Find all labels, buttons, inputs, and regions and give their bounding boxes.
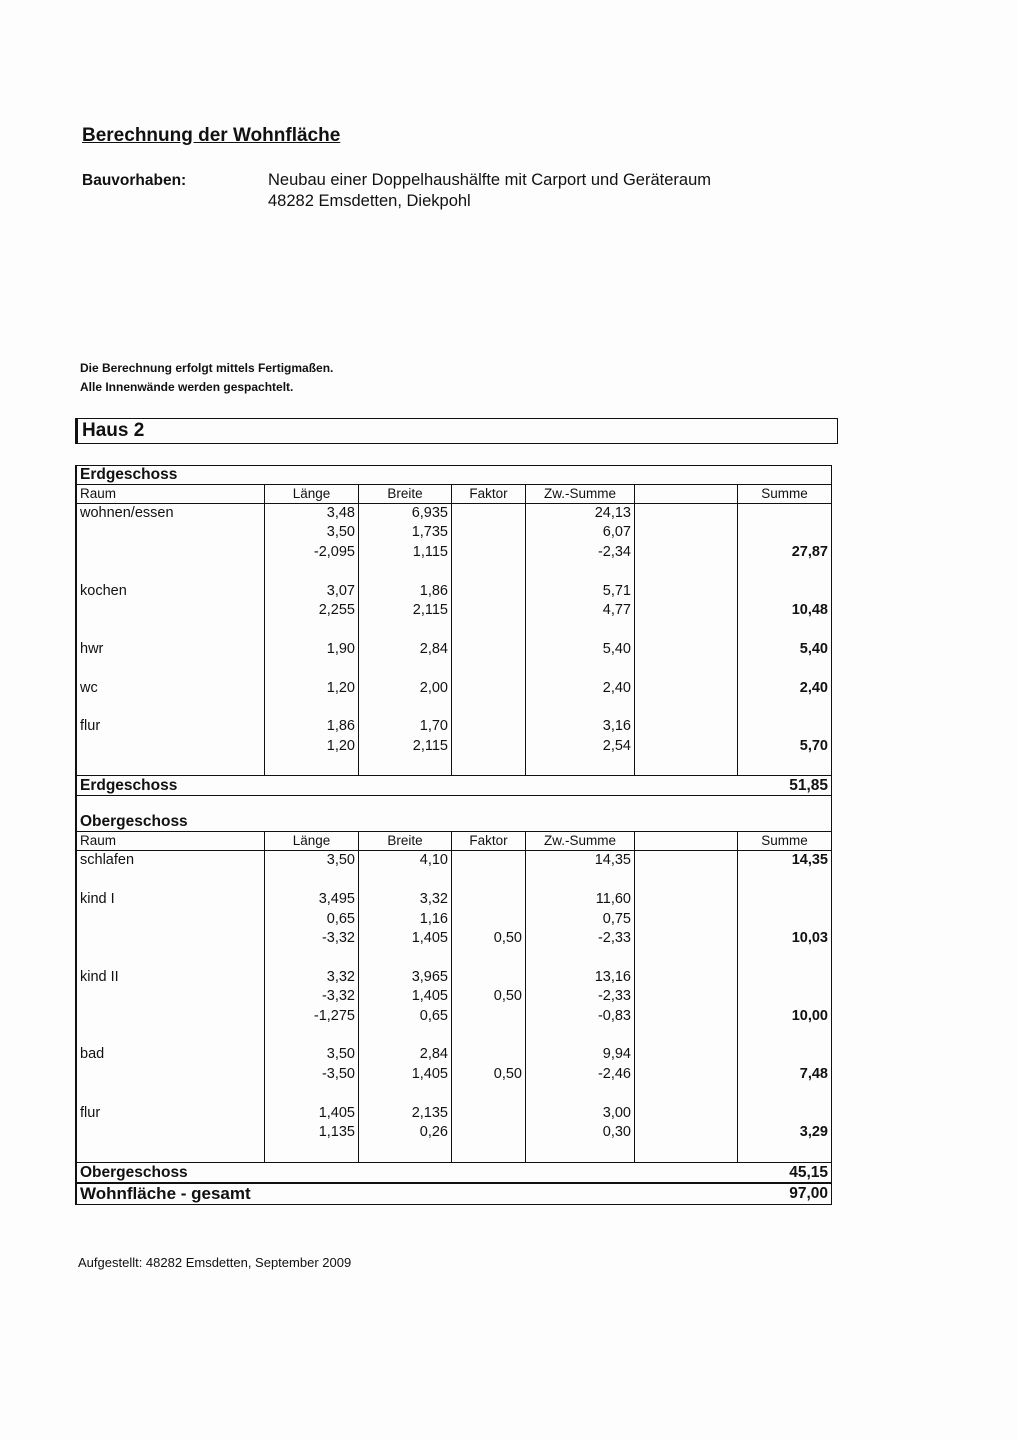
cell-zw-summe bbox=[525, 698, 634, 717]
cell-raum bbox=[77, 756, 264, 775]
cell-zw-summe: 24,13 bbox=[525, 504, 634, 523]
column-header-faktor: Faktor bbox=[451, 832, 525, 850]
cell-faktor bbox=[451, 890, 525, 909]
cell-laenge bbox=[264, 948, 358, 967]
cell-raum: schlafen bbox=[80, 852, 135, 869]
cell-laenge bbox=[264, 871, 358, 890]
cell-laenge: -3,50 bbox=[264, 1065, 358, 1084]
cell-laenge: 3,32 bbox=[264, 968, 358, 987]
cell-raum bbox=[77, 1007, 264, 1026]
section-title: Obergeschoss bbox=[77, 813, 831, 832]
cell-summe bbox=[737, 1045, 831, 1064]
cell-laenge: 2,255 bbox=[264, 601, 358, 620]
cell-spacer bbox=[634, 717, 737, 736]
bauvorhaben-description: Neubau einer Doppelhaushälfte mit Carport und Geräteraum bbox=[268, 171, 712, 189]
grand-total-row bbox=[77, 1184, 831, 1204]
cell-breite: 2,00 bbox=[358, 679, 451, 698]
cell-summe bbox=[737, 698, 831, 717]
cell-faktor bbox=[451, 582, 525, 601]
cell-faktor bbox=[451, 620, 525, 639]
column-header-row bbox=[77, 485, 831, 504]
cell-spacer bbox=[634, 1123, 737, 1142]
cell-breite: 1,405 bbox=[358, 929, 451, 948]
cell-spacer bbox=[634, 987, 737, 1006]
cell-laenge: 1,90 bbox=[264, 640, 358, 659]
cell-faktor bbox=[451, 1084, 525, 1103]
cell-summe: 5,70 bbox=[737, 737, 831, 756]
cell-faktor bbox=[451, 679, 525, 698]
cell-faktor bbox=[451, 871, 525, 890]
cell-zw-summe: 5,40 bbox=[525, 640, 634, 659]
cell-laenge: -2,095 bbox=[264, 543, 358, 562]
cell-breite bbox=[358, 698, 451, 717]
cell-faktor bbox=[451, 1045, 525, 1064]
cell-faktor bbox=[451, 543, 525, 562]
cell-raum bbox=[77, 871, 264, 890]
cell-breite: 3,965 bbox=[358, 968, 451, 987]
cell-summe bbox=[737, 1142, 831, 1161]
cell-spacer bbox=[634, 601, 737, 620]
subtotal-value: 51,85 bbox=[789, 777, 828, 795]
cell-raum: wc bbox=[80, 679, 98, 696]
table-row bbox=[77, 582, 831, 601]
cell-raum: kochen bbox=[80, 582, 127, 599]
cell-faktor bbox=[451, 717, 525, 736]
cell-summe: 5,40 bbox=[737, 640, 831, 659]
cell-raum bbox=[77, 1123, 264, 1142]
cell-zw-summe bbox=[525, 620, 634, 639]
cell-raum bbox=[77, 601, 264, 620]
section-subtotal-row bbox=[77, 775, 831, 796]
section-subtotal-row bbox=[77, 1162, 831, 1184]
cell-spacer bbox=[634, 1142, 737, 1161]
cell-breite: 2,115 bbox=[358, 601, 451, 620]
cell-spacer bbox=[634, 1084, 737, 1103]
table-row bbox=[77, 756, 831, 775]
cell-zw-summe: -2,33 bbox=[525, 929, 634, 948]
cell-zw-summe: 14,35 bbox=[525, 851, 634, 870]
table-row bbox=[77, 1084, 831, 1103]
table-row bbox=[77, 523, 831, 542]
cell-spacer bbox=[634, 582, 737, 601]
cell-faktor bbox=[451, 756, 525, 775]
cell-laenge: -3,32 bbox=[264, 987, 358, 1006]
cell-summe bbox=[737, 717, 831, 736]
table-row bbox=[77, 504, 831, 523]
cell-faktor bbox=[451, 968, 525, 987]
cell-summe bbox=[737, 910, 831, 929]
cell-faktor: 0,50 bbox=[451, 929, 525, 948]
cell-raum bbox=[77, 948, 264, 967]
cell-spacer bbox=[634, 929, 737, 948]
column-header-zw-summe: Zw.-Summe bbox=[525, 832, 634, 850]
cell-spacer bbox=[634, 543, 737, 562]
table-row bbox=[77, 1104, 831, 1123]
cell-zw-summe: 5,71 bbox=[525, 582, 634, 601]
cell-zw-summe: 3,00 bbox=[525, 1104, 634, 1123]
cell-raum: hwr bbox=[80, 640, 104, 657]
cell-breite: 2,135 bbox=[358, 1104, 451, 1123]
table-row bbox=[77, 1026, 831, 1045]
cell-raum bbox=[77, 562, 264, 581]
cell-summe bbox=[737, 1104, 831, 1123]
note-fertigmasse: Die Berechnung erfolgt mittels Fertigmaßen. bbox=[80, 361, 334, 375]
subtotal-label: Obergeschoss bbox=[80, 1163, 188, 1181]
cell-raum: kind I bbox=[80, 891, 115, 908]
table-row bbox=[77, 851, 831, 870]
cell-breite: 1,86 bbox=[358, 582, 451, 601]
cell-raum bbox=[77, 737, 264, 756]
cell-raum bbox=[77, 987, 264, 1006]
cell-laenge: 1,86 bbox=[264, 717, 358, 736]
cell-laenge: 0,65 bbox=[264, 910, 358, 929]
cell-spacer bbox=[634, 1007, 737, 1026]
cell-zw-summe bbox=[525, 562, 634, 581]
cell-laenge bbox=[264, 562, 358, 581]
cell-laenge: 1,20 bbox=[264, 679, 358, 698]
cell-summe bbox=[737, 890, 831, 909]
cell-laenge: 3,50 bbox=[264, 851, 358, 870]
cell-zw-summe: 4,77 bbox=[525, 601, 634, 620]
cell-spacer bbox=[634, 1045, 737, 1064]
document-title: Berechnung der Wohnfläche bbox=[82, 125, 341, 146]
cell-breite bbox=[358, 1084, 451, 1103]
cell-breite: 6,935 bbox=[358, 504, 451, 523]
cell-spacer bbox=[634, 890, 737, 909]
column-header-spacer bbox=[634, 832, 737, 850]
cell-breite: 1,405 bbox=[358, 1065, 451, 1084]
section-body bbox=[77, 851, 831, 1161]
subtotal-label: Erdgeschoss bbox=[80, 777, 178, 795]
cell-spacer bbox=[634, 910, 737, 929]
table-row bbox=[77, 1142, 831, 1161]
cell-laenge bbox=[264, 698, 358, 717]
column-header-raum: Raum bbox=[80, 486, 117, 501]
cell-summe: 7,48 bbox=[737, 1065, 831, 1084]
cell-raum bbox=[77, 523, 264, 542]
cell-faktor: 0,50 bbox=[451, 987, 525, 1006]
cell-zw-summe: -2,46 bbox=[525, 1065, 634, 1084]
cell-faktor bbox=[451, 1123, 525, 1142]
cell-summe: 3,29 bbox=[737, 1123, 831, 1142]
cell-spacer bbox=[634, 523, 737, 542]
cell-laenge bbox=[264, 1084, 358, 1103]
cell-spacer bbox=[634, 640, 737, 659]
table-row bbox=[77, 659, 831, 678]
cell-breite: 0,65 bbox=[358, 1007, 451, 1026]
table-row bbox=[77, 620, 831, 639]
cell-breite bbox=[358, 659, 451, 678]
cell-faktor bbox=[451, 851, 525, 870]
cell-zw-summe: 11,60 bbox=[525, 890, 634, 909]
cell-zw-summe: -2,33 bbox=[525, 987, 634, 1006]
bauvorhaben-address: 48282 Emsdetten, Diekpohl bbox=[268, 192, 471, 210]
cell-summe bbox=[737, 659, 831, 678]
table-row bbox=[77, 640, 831, 659]
cell-laenge bbox=[264, 1026, 358, 1045]
cell-breite bbox=[358, 1026, 451, 1045]
cell-raum bbox=[77, 1142, 264, 1161]
cell-breite bbox=[358, 756, 451, 775]
cell-laenge: 3,50 bbox=[264, 523, 358, 542]
cell-faktor bbox=[451, 1142, 525, 1161]
column-header-spacer bbox=[634, 485, 737, 503]
table-row bbox=[77, 1045, 831, 1064]
table-row bbox=[77, 1065, 831, 1084]
cell-raum: flur bbox=[80, 718, 101, 735]
column-header-row bbox=[77, 832, 831, 851]
column-header-faktor: Faktor bbox=[451, 485, 525, 503]
cell-raum bbox=[77, 698, 264, 717]
cell-breite: 0,26 bbox=[358, 1123, 451, 1142]
cell-raum bbox=[77, 659, 264, 678]
column-header-laenge: Länge bbox=[264, 832, 358, 850]
section-title: Erdgeschoss bbox=[77, 466, 831, 485]
cell-zw-summe bbox=[525, 871, 634, 890]
cell-faktor bbox=[451, 910, 525, 929]
section-spacer bbox=[77, 796, 831, 813]
cell-zw-summe: 9,94 bbox=[525, 1045, 634, 1064]
cell-spacer bbox=[634, 948, 737, 967]
cell-breite bbox=[358, 562, 451, 581]
cell-summe bbox=[737, 504, 831, 523]
cell-zw-summe bbox=[525, 756, 634, 775]
cell-summe bbox=[737, 1026, 831, 1045]
cell-breite: 1,405 bbox=[358, 987, 451, 1006]
table-row bbox=[77, 601, 831, 620]
cell-spacer bbox=[634, 659, 737, 678]
cell-faktor bbox=[451, 601, 525, 620]
cell-summe: 10,03 bbox=[737, 929, 831, 948]
cell-summe: 2,40 bbox=[737, 679, 831, 698]
cell-faktor bbox=[451, 640, 525, 659]
table-row bbox=[77, 948, 831, 967]
cell-summe: 10,00 bbox=[737, 1007, 831, 1026]
cell-breite: 1,70 bbox=[358, 717, 451, 736]
table-row bbox=[77, 698, 831, 717]
subtotal-value: 45,15 bbox=[789, 1163, 828, 1181]
cell-breite: 1,115 bbox=[358, 543, 451, 562]
cell-spacer bbox=[634, 698, 737, 717]
cell-summe bbox=[737, 948, 831, 967]
cell-faktor bbox=[451, 1104, 525, 1123]
cell-faktor bbox=[451, 1007, 525, 1026]
cell-laenge: -3,32 bbox=[264, 929, 358, 948]
column-header-breite: Breite bbox=[358, 832, 451, 850]
cell-breite bbox=[358, 1142, 451, 1161]
cell-zw-summe: -2,34 bbox=[525, 543, 634, 562]
cell-summe: 27,87 bbox=[737, 543, 831, 562]
table-row bbox=[77, 562, 831, 581]
cell-spacer bbox=[634, 871, 737, 890]
cell-zw-summe: 13,16 bbox=[525, 968, 634, 987]
table-row bbox=[77, 910, 831, 929]
column-header-breite: Breite bbox=[358, 485, 451, 503]
column-header-raum: Raum bbox=[80, 833, 117, 849]
cell-spacer bbox=[634, 968, 737, 987]
column-header-laenge: Länge bbox=[264, 485, 358, 503]
cell-faktor bbox=[451, 1026, 525, 1045]
cell-breite bbox=[358, 620, 451, 639]
table-row bbox=[77, 968, 831, 987]
footer-note: Aufgestellt: 48282 Emsdetten, September 2009 bbox=[78, 1255, 352, 1270]
column-header-summe: Summe bbox=[737, 832, 831, 850]
cell-laenge bbox=[264, 659, 358, 678]
cell-laenge: 1,405 bbox=[264, 1104, 358, 1123]
cell-laenge: 1,135 bbox=[264, 1123, 358, 1142]
cell-raum bbox=[77, 929, 264, 948]
cell-laenge: 3,07 bbox=[264, 582, 358, 601]
cell-spacer bbox=[634, 756, 737, 775]
cell-faktor bbox=[451, 659, 525, 678]
cell-raum bbox=[77, 1065, 264, 1084]
cell-summe bbox=[737, 968, 831, 987]
cell-raum: kind II bbox=[80, 968, 119, 985]
grand-total-label: Wohnfläche - gesamt bbox=[80, 1183, 251, 1203]
table-row bbox=[77, 679, 831, 698]
cell-faktor: 0,50 bbox=[451, 1065, 525, 1084]
cell-zw-summe bbox=[525, 1084, 634, 1103]
cell-spacer bbox=[634, 504, 737, 523]
cell-raum bbox=[77, 620, 264, 639]
cell-laenge: 1,20 bbox=[264, 737, 358, 756]
cell-laenge bbox=[264, 620, 358, 639]
cell-breite: 4,10 bbox=[358, 851, 451, 870]
cell-breite: 2,84 bbox=[358, 640, 451, 659]
cell-raum: bad bbox=[80, 1046, 105, 1063]
cell-zw-summe bbox=[525, 1142, 634, 1161]
cell-laenge: 3,495 bbox=[264, 890, 358, 909]
cell-spacer bbox=[634, 562, 737, 581]
cell-laenge: -1,275 bbox=[264, 1007, 358, 1026]
table-row bbox=[77, 890, 831, 909]
column-header-zw-summe: Zw.-Summe bbox=[525, 485, 634, 503]
cell-zw-summe: 2,54 bbox=[525, 737, 634, 756]
cell-raum: wohnen/essen bbox=[80, 505, 174, 521]
cell-spacer bbox=[634, 1104, 737, 1123]
cell-summe: 10,48 bbox=[737, 601, 831, 620]
cell-summe: 14,35 bbox=[737, 851, 831, 870]
cell-breite: 1,16 bbox=[358, 910, 451, 929]
bauvorhaben-label: Bauvorhaben: bbox=[82, 172, 187, 189]
cell-faktor bbox=[451, 562, 525, 581]
cell-zw-summe bbox=[525, 1026, 634, 1045]
cell-faktor bbox=[451, 737, 525, 756]
cell-summe bbox=[737, 620, 831, 639]
table-row bbox=[77, 987, 831, 1006]
cell-zw-summe: 0,30 bbox=[525, 1123, 634, 1142]
cell-breite: 2,115 bbox=[358, 737, 451, 756]
table-row bbox=[77, 1007, 831, 1026]
table-row bbox=[77, 543, 831, 562]
cell-raum bbox=[77, 1026, 264, 1045]
note-innenwaende: Alle Innenwände werden gespachtelt. bbox=[80, 380, 294, 394]
cell-summe bbox=[737, 987, 831, 1006]
cell-zw-summe: -0,83 bbox=[525, 1007, 634, 1026]
table-row bbox=[77, 1123, 831, 1142]
table-row bbox=[77, 737, 831, 756]
cell-faktor bbox=[451, 523, 525, 542]
cell-spacer bbox=[634, 1026, 737, 1045]
cell-faktor bbox=[451, 948, 525, 967]
column-header-summe: Summe bbox=[737, 485, 831, 503]
cell-laenge bbox=[264, 1142, 358, 1161]
cell-summe bbox=[737, 562, 831, 581]
cell-zw-summe: 3,16 bbox=[525, 717, 634, 736]
cell-summe bbox=[737, 871, 831, 890]
cell-breite: 1,735 bbox=[358, 523, 451, 542]
cell-zw-summe: 0,75 bbox=[525, 910, 634, 929]
cell-spacer bbox=[634, 851, 737, 870]
area-table bbox=[75, 465, 832, 1205]
cell-breite bbox=[358, 871, 451, 890]
cell-spacer bbox=[634, 679, 737, 698]
cell-summe bbox=[737, 523, 831, 542]
house-heading: Haus 2 bbox=[75, 418, 838, 444]
cell-faktor bbox=[451, 698, 525, 717]
cell-laenge: 3,50 bbox=[264, 1045, 358, 1064]
cell-spacer bbox=[634, 620, 737, 639]
table-row bbox=[77, 871, 831, 890]
cell-raum bbox=[77, 1084, 264, 1103]
table-row bbox=[77, 717, 831, 736]
cell-zw-summe bbox=[525, 659, 634, 678]
cell-faktor bbox=[451, 504, 525, 523]
cell-spacer bbox=[634, 737, 737, 756]
cell-laenge: 3,48 bbox=[264, 504, 358, 523]
cell-breite bbox=[358, 948, 451, 967]
cell-summe bbox=[737, 582, 831, 601]
cell-breite: 2,84 bbox=[358, 1045, 451, 1064]
cell-zw-summe bbox=[525, 948, 634, 967]
table-row bbox=[77, 929, 831, 948]
cell-breite: 3,32 bbox=[358, 890, 451, 909]
cell-raum bbox=[77, 910, 264, 929]
cell-raum bbox=[77, 543, 264, 562]
cell-raum: flur bbox=[80, 1104, 101, 1121]
cell-zw-summe: 2,40 bbox=[525, 679, 634, 698]
cell-spacer bbox=[634, 1065, 737, 1084]
section-body bbox=[77, 504, 831, 775]
cell-zw-summe: 6,07 bbox=[525, 523, 634, 542]
cell-summe bbox=[737, 1084, 831, 1103]
cell-laenge bbox=[264, 756, 358, 775]
grand-total-value: 97,00 bbox=[789, 1184, 828, 1202]
cell-summe bbox=[737, 756, 831, 775]
